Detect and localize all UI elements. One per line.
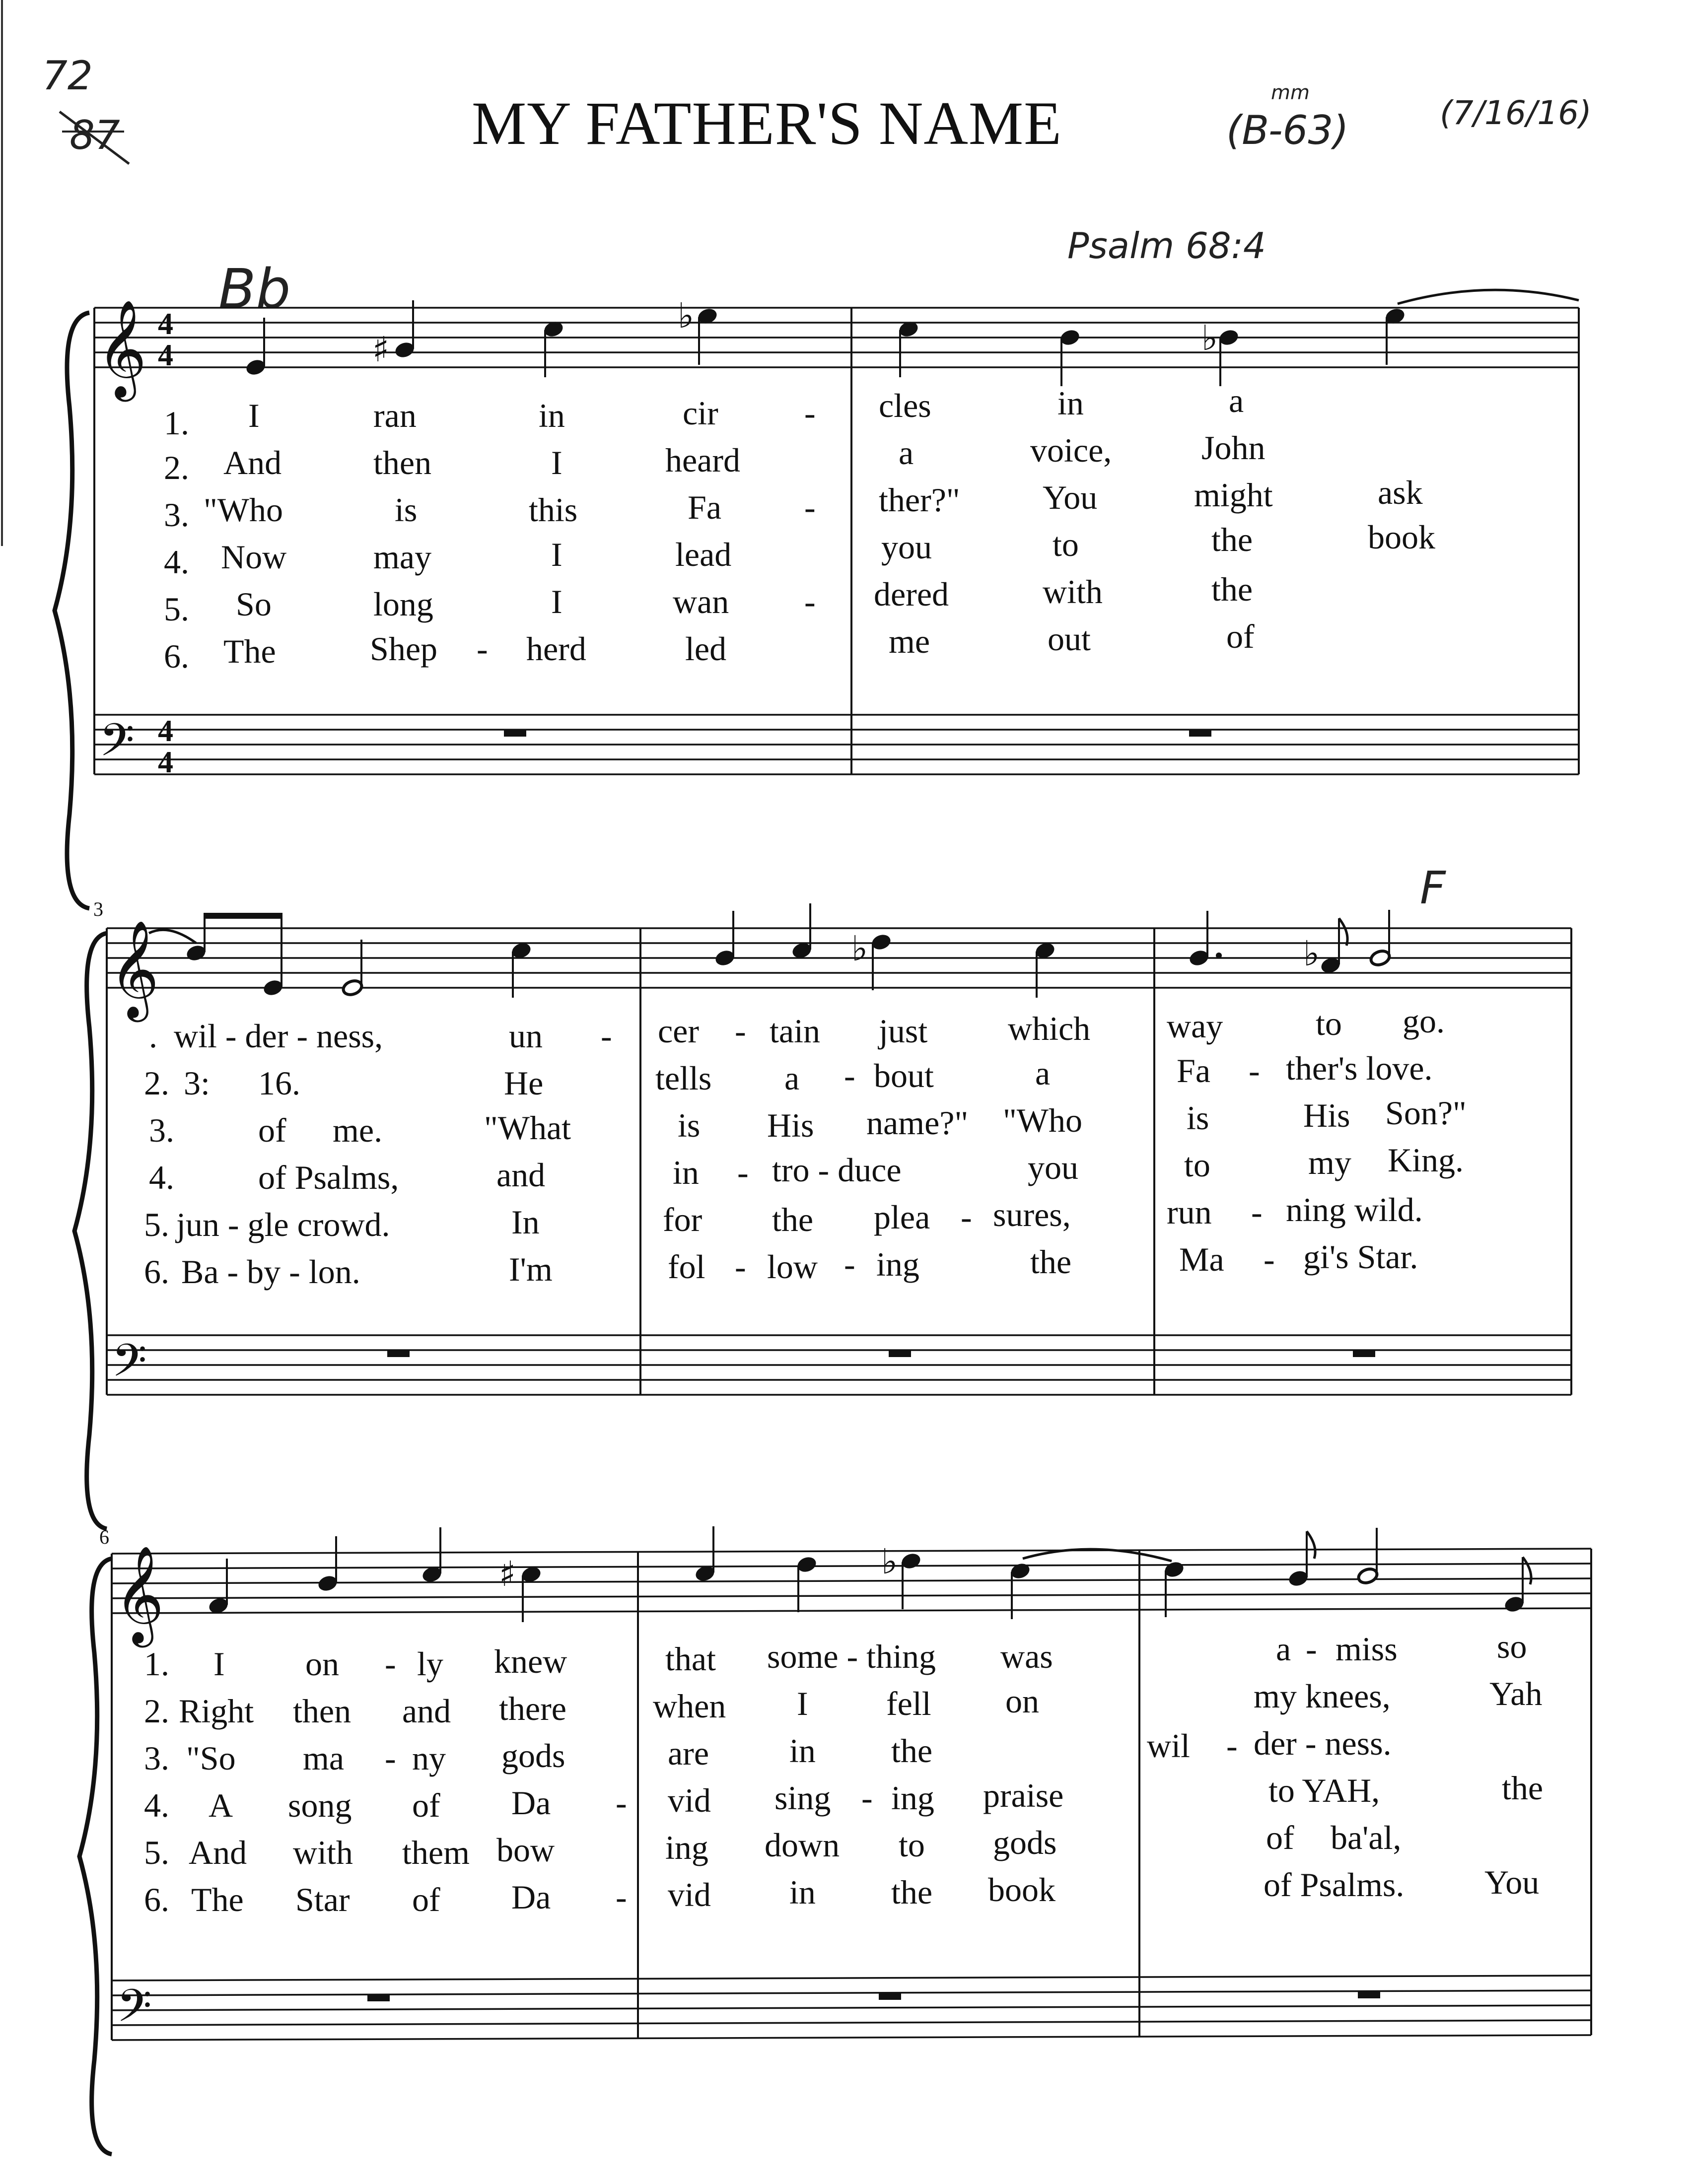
svg-text:-: - [1249,1052,1260,1090]
svg-text:cer: cer [658,1012,700,1050]
svg-text:out: out [1048,620,1091,658]
svg-text:low: low [767,1248,818,1286]
svg-text:is: is [395,491,418,529]
bass-clef-icon: 𝄢 [99,714,135,777]
bass-staff [94,715,1579,774]
svg-text:Fa: Fa [688,488,721,526]
svg-text:6.: 6. [164,637,189,675]
svg-text:3.: 3. [149,1111,174,1149]
whole-rest [367,1994,390,2001]
svg-text:are: are [668,1734,709,1772]
svg-text:I: I [213,1645,225,1683]
page-title: MY FATHER'S NAME [472,89,1062,157]
svg-text:knew: knew [494,1642,567,1680]
svg-text:And: And [189,1834,247,1871]
lyrics-verse-5 [189,1819,1402,1871]
svg-text:me.: me. [333,1111,383,1149]
svg-text:King.: King. [1388,1141,1464,1179]
melody-notes [149,903,1391,998]
svg-text:and: and [402,1692,451,1730]
svg-text:"What: "What [484,1109,571,1147]
lyrics-verse-5 [236,570,1253,623]
lyrics-verse-5 [175,1191,1423,1243]
svg-text:mm: mm [1271,81,1310,104]
svg-text:Now: Now [221,538,287,576]
sharp-icon: ♯ [372,329,389,370]
svg-text:some - thing: some - thing [767,1638,936,1675]
svg-text:I: I [551,536,563,573]
time-signature-treble [158,307,173,372]
svg-text:you: you [1028,1149,1078,1186]
svg-text:to: to [1053,526,1079,563]
svg-text:wil - der - ness,: wil - der - ness, [174,1017,383,1055]
svg-text:lead: lead [675,536,732,573]
svg-text:You: You [1043,478,1098,516]
svg-text:of Psalms,: of Psalms, [258,1159,399,1196]
svg-text:4: 4 [158,714,173,748]
svg-text:down: down [765,1826,840,1864]
svg-text:-: - [804,394,816,432]
svg-text:72: 72 [42,53,93,99]
svg-text:led: led [685,630,727,668]
svg-text:-: - [1226,1727,1238,1765]
svg-text:He: He [504,1064,544,1102]
svg-text:the: the [891,1732,933,1770]
svg-text:in: in [789,1732,816,1770]
svg-text:5.: 5. [144,1834,169,1871]
svg-text:the: the [1502,1769,1544,1807]
lyrics-verse-6 [181,1238,1418,1291]
svg-text:"So: "So [186,1739,236,1777]
system-1 [55,257,1579,908]
svg-text:then: then [293,1692,352,1730]
svg-text:the: the [891,1873,933,1911]
svg-text:of: of [258,1111,286,1149]
svg-text:the: the [1211,570,1253,608]
svg-text:(B-63): (B-63) [1226,107,1349,153]
svg-text:in: in [789,1873,816,1911]
melody-notes [207,1526,1531,1622]
svg-text:-: - [616,1878,627,1916]
svg-text:voice,: voice, [1030,431,1112,469]
svg-text:that: that [665,1640,716,1678]
svg-text:a: a [1276,1630,1291,1668]
svg-text:-: - [844,1057,855,1094]
svg-text:heard: heard [665,441,741,479]
svg-text:miss: miss [1336,1630,1398,1668]
svg-text:a: a [899,434,914,472]
svg-text:for: for [663,1201,703,1238]
svg-text:is: is [678,1106,701,1144]
svg-text:Star: Star [295,1881,350,1918]
svg-text:A: A [209,1786,233,1824]
svg-text:wil: wil [1147,1727,1190,1765]
svg-text:when: when [653,1687,726,1725]
svg-text:sures,: sures, [993,1196,1071,1233]
svg-text:ing: ing [665,1829,708,1866]
svg-text:ma: ma [303,1739,345,1777]
svg-text:which: which [1008,1010,1091,1047]
svg-text:3:: 3: [184,1064,210,1102]
treble-staff [107,928,1571,988]
svg-text:song: song [288,1786,352,1824]
system-2 [74,862,1571,1529]
svg-text:The: The [223,632,276,670]
svg-text:-: - [804,583,816,620]
svg-text:Da: Da [511,1878,551,1916]
svg-text:to: to [1316,1005,1342,1042]
svg-text:the: the [1211,521,1253,558]
svg-text:book: book [1368,518,1435,556]
svg-text:Fa: Fa [1177,1052,1210,1090]
svg-text:.: . [149,1017,157,1055]
svg-text:vid: vid [668,1781,711,1819]
grand-staff-brace [74,933,107,1529]
svg-text:4: 4 [158,307,173,341]
svg-text:-: - [601,1017,612,1055]
svg-text:I: I [797,1685,808,1722]
svg-text:ny: ny [412,1739,446,1777]
svg-text:4.: 4. [149,1159,174,1196]
svg-text:3.: 3. [164,496,189,534]
svg-text:the: the [1030,1243,1072,1281]
svg-text:fol: fol [668,1248,705,1286]
whole-rest [1353,1350,1375,1357]
svg-text:gi's Star.: gi's Star. [1303,1238,1418,1276]
treble-clef-icon: 𝄞 [114,1545,164,1643]
svg-text:go.: go. [1403,1002,1445,1040]
svg-text:run: run [1167,1193,1212,1231]
svg-text:dered: dered [874,575,949,613]
lyrics-verse-2 [184,1049,1433,1102]
svg-text:4: 4 [158,339,173,372]
svg-text:in: in [1057,384,1084,422]
svg-text:-: - [735,1012,746,1050]
verse-numbers [164,404,189,675]
svg-text:ba'al,: ba'al, [1331,1819,1402,1856]
svg-text:bow: bow [496,1831,555,1869]
svg-text:I: I [248,397,260,434]
svg-text:87: 87 [70,112,120,158]
svg-text:tain: tain [770,1012,820,1050]
svg-text:to: to [1184,1146,1210,1184]
svg-text:gods: gods [993,1824,1057,1861]
svg-text:on: on [1005,1682,1039,1720]
svg-text:3.: 3. [144,1739,169,1777]
whole-rest [1358,1991,1380,1998]
svg-text:in: in [539,397,565,434]
lyrics-verse-3 [186,1724,1392,1777]
bass-staff [107,1335,1571,1395]
scripture-reference: Psalm 68:4 [1067,225,1266,267]
svg-text:ther?": ther?" [879,481,960,519]
lyrics-verse-4 [258,1141,1464,1196]
svg-text:a: a [1229,382,1244,419]
svg-text:ly: ly [417,1645,443,1683]
svg-text:them: them [402,1834,470,1871]
svg-text:Yah: Yah [1489,1675,1543,1712]
svg-text:of: of [412,1881,440,1918]
svg-text:5.: 5. [144,1206,169,1243]
grand-staff-brace [55,313,89,908]
svg-text:His: His [767,1106,814,1144]
svg-text:a: a [784,1059,800,1097]
bass-clef-icon: 𝄢 [117,1979,152,2043]
bass-clef-icon: 𝄢 [112,1334,147,1398]
svg-text:of: of [1226,617,1255,655]
svg-text:2.: 2. [164,449,189,486]
svg-text:then: then [373,444,432,481]
lyrics-verse-6 [191,1863,1539,1918]
svg-text:name?": name?" [866,1104,969,1142]
measure-number: 6 [99,1526,109,1548]
svg-text:-: - [961,1198,972,1236]
svg-text:-: - [1264,1240,1275,1278]
svg-text:4.: 4. [144,1786,169,1824]
svg-text:His: His [1303,1096,1350,1134]
svg-text:the: the [772,1201,814,1238]
time-signature-bass [158,714,173,779]
svg-text:5.: 5. [164,590,189,628]
svg-text:with: with [1043,573,1103,611]
svg-text:ning wild.: ning wild. [1286,1191,1423,1228]
svg-text:I: I [551,583,563,620]
svg-text:2.: 2. [144,1064,169,1102]
svg-text:wan: wan [673,583,729,620]
lyrics-verse-6 [223,617,1255,670]
svg-text:-: - [477,630,488,668]
svg-text:plea: plea [874,1198,930,1236]
svg-text:herd: herd [526,630,586,668]
svg-text:might: might [1194,476,1273,514]
svg-text:-: - [385,1739,396,1777]
svg-text:6.: 6. [144,1881,169,1918]
svg-text:-: - [1306,1630,1317,1668]
grand-staff-brace [79,1559,112,2154]
svg-text:-: - [616,1784,627,1822]
svg-text:praise: praise [983,1776,1064,1814]
treble-clef-icon: 𝄞 [97,299,147,398]
svg-text:1.: 1. [144,1645,169,1683]
svg-text:And: And [223,444,282,481]
svg-text:with: with [293,1834,353,1871]
svg-text:on: on [305,1645,339,1683]
svg-text:way: way [1167,1007,1223,1045]
svg-text:in: in [673,1154,699,1191]
svg-text:4: 4 [158,746,173,779]
annotation-date: (7/16/16) [1440,94,1592,132]
svg-text:The: The [191,1881,244,1918]
svg-text:there: there [499,1690,566,1727]
svg-text:jun - gle crowd.: jun - gle crowd. [176,1206,390,1243]
svg-text:just: just [879,1012,928,1050]
flat-icon: ♭ [851,928,868,969]
svg-text:-: - [385,1645,396,1683]
svg-text:Son?": Son?" [1385,1094,1467,1132]
svg-text:ther's love.: ther's love. [1286,1049,1433,1087]
svg-text:"Who: "Who [204,491,283,529]
svg-text:der - ness.: der - ness. [1254,1724,1392,1762]
svg-text:2.: 2. [144,1692,169,1730]
svg-text:You: You [1484,1863,1540,1901]
svg-text:-: - [861,1779,873,1817]
svg-text:gods: gods [501,1737,565,1774]
svg-text:my: my [1308,1144,1351,1181]
lyrics-verse-1 [213,1628,1527,1683]
svg-text:4.: 4. [164,543,189,581]
svg-text:may: may [373,538,432,576]
svg-text:In: In [511,1203,540,1241]
svg-text:ing: ing [876,1245,919,1283]
svg-text:and: and [496,1156,546,1194]
svg-text:-: - [804,488,816,526]
whole-rest [387,1350,410,1357]
svg-text:of: of [412,1786,440,1824]
sharp-icon: ♯ [499,1554,516,1594]
svg-text:long: long [373,585,433,623]
svg-text:un: un [509,1017,543,1055]
svg-text:so: so [1497,1628,1527,1665]
svg-text:book: book [988,1871,1055,1909]
svg-text:Right: Right [179,1692,254,1730]
svg-text:Ba - by - lon.: Ba - by - lon. [181,1253,360,1291]
bass-staff [112,1976,1591,2040]
svg-text:16.: 16. [258,1064,300,1102]
whole-rest [879,1993,901,2000]
svg-text:-: - [844,1245,855,1283]
treble-staff [94,308,1579,367]
flat-icon: ♭ [881,1541,898,1582]
svg-text:was: was [1000,1638,1053,1675]
chord-symbol-2: F [1420,862,1446,914]
flat-icon: ♭ [1201,318,1218,358]
svg-text:sing: sing [774,1779,831,1817]
chord-symbol-1: Bb [218,257,291,321]
svg-text:to YAH,: to YAH, [1268,1772,1380,1809]
svg-text:me: me [889,622,930,660]
svg-text:bout: bout [874,1057,934,1094]
svg-text:is: is [1187,1099,1209,1137]
svg-text:cir: cir [683,394,718,432]
svg-text:1.: 1. [164,404,189,442]
svg-text:Shep: Shep [370,630,437,668]
svg-text:you: you [881,528,932,566]
whole-rest [1189,730,1211,737]
page-number-handwritten [42,53,93,99]
svg-text:Ma: Ma [1179,1240,1224,1278]
svg-text:fell: fell [886,1685,931,1722]
svg-text:-: - [735,1248,746,1286]
svg-text:ran: ran [373,397,417,434]
tie [1398,290,1579,304]
svg-text:a: a [1035,1054,1051,1092]
svg-text:vid: vid [668,1876,711,1913]
svg-text:I'm: I'm [509,1250,553,1288]
svg-text:tro - duce: tro - duce [772,1151,902,1189]
verse-numbers [144,1017,174,1291]
svg-text:John: John [1201,429,1266,467]
svg-text:ing: ing [891,1779,934,1817]
annotation-code [1226,81,1349,153]
svg-text:Da: Da [511,1784,551,1822]
svg-text:ask: ask [1378,474,1423,511]
page-number-crossed [60,112,129,164]
svg-text:tells: tells [655,1059,712,1097]
whole-rest [889,1350,911,1357]
svg-text:my knees,: my knees, [1254,1677,1391,1715]
lyrics-verse-4 [209,1769,1543,1824]
lyrics-verse-2 [179,1675,1542,1730]
svg-text:-: - [1251,1193,1263,1231]
whole-rest [504,730,526,737]
svg-text:6.: 6. [144,1253,169,1291]
verse-numbers [144,1645,169,1918]
system-3 [79,1526,1591,2154]
lyrics-verse-1 [248,382,1244,434]
svg-text:to: to [899,1826,925,1864]
treble-clef-icon: 𝄞 [109,920,159,1018]
lyrics-verse-2 [223,429,1265,481]
lyrics-verse-1 [174,1002,1445,1055]
measure-number: 3 [93,898,103,920]
flat-icon: ♭ [1303,933,1320,974]
svg-text:of: of [1266,1819,1294,1856]
svg-text:of Psalms.: of Psalms. [1264,1866,1405,1904]
lyrics-verse-3 [258,1094,1467,1149]
svg-text:I: I [551,444,563,481]
svg-text:"Who: "Who [1003,1101,1082,1139]
svg-text:-: - [737,1154,749,1191]
svg-text:So: So [236,585,272,623]
svg-text:this: this [529,491,578,529]
flat-icon: ♭ [678,295,695,336]
svg-text:cles: cles [879,387,931,424]
